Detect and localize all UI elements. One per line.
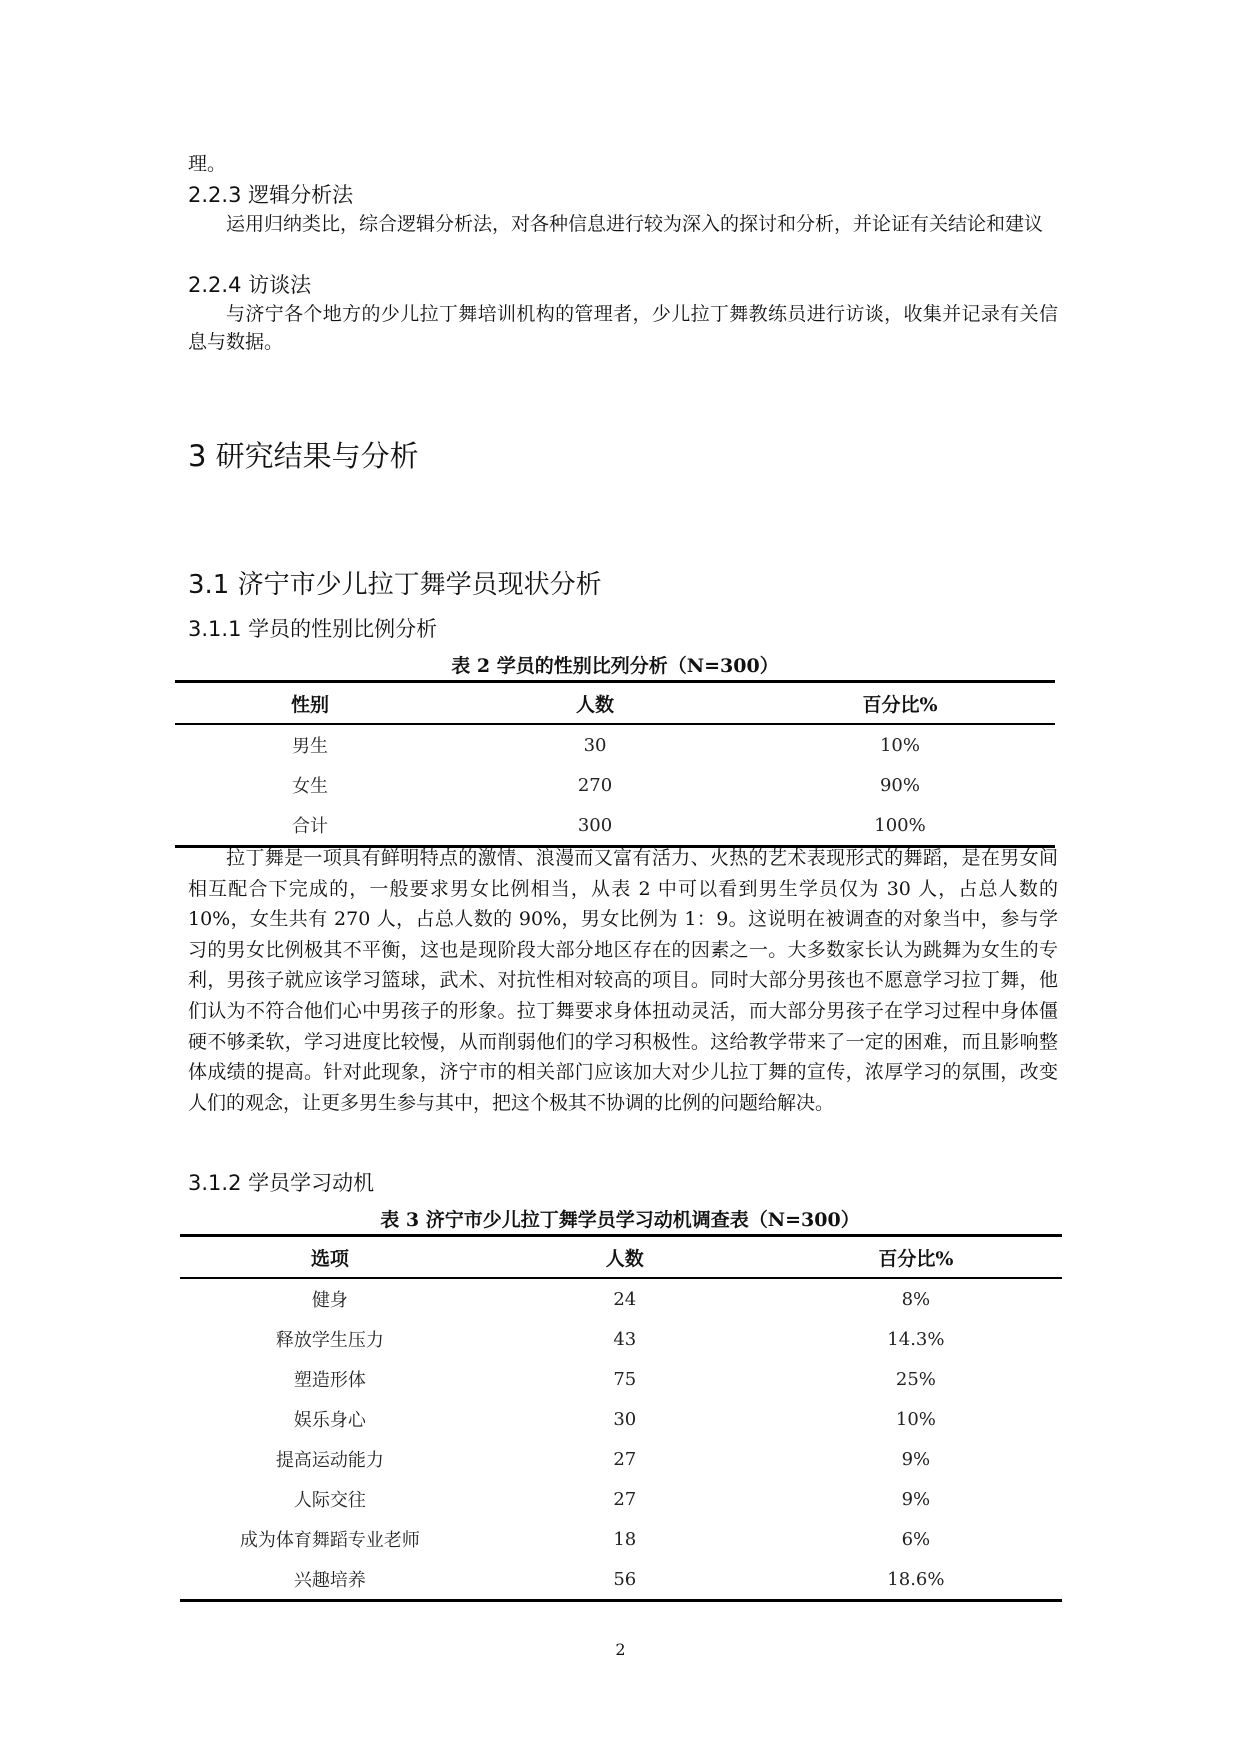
heading-3-1-1: 3.1.1 学员的性别比例分析 [188, 617, 438, 641]
table-cell: 43 [613, 1328, 637, 1350]
table-row [180, 1439, 1062, 1479]
table-cell: 75 [613, 1368, 637, 1390]
table-header-cell: 性别 [175, 682, 445, 725]
table-cell: 24 [613, 1288, 637, 1310]
table-cell: 56 [480, 1559, 770, 1601]
table-cell: 健身 [311, 1290, 348, 1311]
table-cell: 男生 [292, 736, 329, 757]
table-row [180, 1559, 1062, 1601]
paragraph-2-2-4: 与济宁各个地方的少儿拉丁舞培训机构的管理者，少儿拉丁舞教练员进行访谈，收集并记录有关信息与数据。 [188, 303, 1058, 353]
table-row [175, 765, 1055, 805]
table-cell: 9% [901, 1488, 931, 1510]
chapter-3-heading: 3 研究结果与分析 [188, 439, 419, 473]
table-cell: 14.3% [887, 1328, 945, 1350]
table-cell: 合计 [175, 805, 445, 847]
table-cell: 18 [613, 1528, 637, 1550]
table-3 [180, 1234, 1062, 1602]
top-fragment: 理。 [188, 153, 227, 175]
table-3-caption: 表 3 济宁市少儿拉丁舞学员学习动机调查表（N=300） [380, 1209, 860, 1231]
paragraph-3-1-1: 拉丁舞是一项具有鲜明特点的激情、浪漫而又富有活力、火热的艺术表现形式的舞蹈，是在男女间相互配合下完成的，一般要求男女比例相当，从表 2 中可以看到男生学员仅为 30 人，占总人数的 10%，女生共有 270 人，占总人数的 90%，男女比例为 1：9。这说明在被调查的对象当中，参与学习的男女比例极其不平衡，这也是现阶段大部分地区存在的因素之一。大多数家长认为跳舞为女生的专利，男孩子就应该学习篮球，武术、对抗性相对较高的项目。同时大部分男孩也不愿意学习拉丁舞，他们认为不符合他们心中男孩子的形象。拉丁舞要求身体扭动灵活，而大部分男孩子在学习过程中身体僵硬不够柔软，学习进度比较慢，从而削弱他们的学习积极性。这给教学带来了一定的困难，而且影响整体成绩的提高。针对此现象，济宁市的相关部门应该加大对少儿拉丁舞的宣传，浓厚学习的氛围，改变人们的观念，让更多男生参与其中，把这个极其不协调的比例的问题给解决。 [188, 847, 1058, 1114]
table-cell: 成为体育舞蹈专业老师 [239, 1530, 420, 1551]
heading-2-2-4: 2.2.4 访谈法 [188, 273, 312, 297]
table-header-row [175, 682, 1055, 725]
table-cell: 25% [895, 1368, 936, 1390]
table-header-cell: 人数 [445, 682, 745, 725]
table-header-cell: 人数 [480, 1236, 770, 1279]
table-cell: 30 [613, 1408, 637, 1430]
table-row [175, 805, 1055, 847]
table-cell: 提高运动能力 [275, 1450, 384, 1471]
heading-3-1: 3.1 济宁市少儿拉丁舞学员现状分析 [188, 570, 602, 600]
page-number: 2 [615, 1640, 626, 1659]
table-row [175, 724, 1055, 765]
table-header-cell: 百分比% [770, 1236, 1062, 1279]
table-cell: 人际交往 [293, 1490, 366, 1511]
paragraph-2-2-3: 运用归纳类比，综合逻辑分析法，对各种信息进行较为深入的探讨和分析，并论证有关结论和建议 [226, 213, 1044, 235]
table-row [180, 1359, 1062, 1399]
table-row [180, 1319, 1062, 1359]
table-cell: 30 [583, 734, 607, 756]
table-2-caption: 表 2 学员的性别比列分析（N=300） [451, 655, 779, 677]
table-cell: 27 [613, 1448, 637, 1470]
table-row [180, 1519, 1062, 1559]
table-cell: 兴趣培养 [180, 1559, 480, 1601]
table-cell: 9% [901, 1448, 931, 1470]
heading-2-2-3: 2.2.3 逻辑分析法 [188, 183, 354, 207]
table-cell: 塑造形体 [293, 1370, 366, 1391]
table-row [180, 1278, 1062, 1319]
table-cell: 娱乐身心 [293, 1410, 366, 1431]
table-header-cell: 选项 [180, 1236, 480, 1279]
table-cell: 6% [901, 1528, 931, 1550]
table-cell: 10% [879, 734, 920, 756]
table-cell: 300 [445, 805, 745, 847]
table-cell: 18.6% [770, 1559, 1062, 1601]
table-cell: 女生 [292, 776, 329, 797]
table-cell: 100% [745, 805, 1055, 847]
table-header-cell: 百分比% [745, 682, 1055, 725]
table-cell: 释放学生压力 [275, 1330, 384, 1351]
table-cell: 270 [577, 774, 613, 796]
table-row [180, 1479, 1062, 1519]
heading-3-1-2: 3.1.2 学员学习动机 [188, 1171, 375, 1195]
table-cell: 8% [901, 1288, 931, 1310]
table-header-row [180, 1236, 1062, 1279]
table-cell: 10% [895, 1408, 936, 1430]
table-2 [175, 680, 1055, 848]
table-row [180, 1399, 1062, 1439]
table-cell: 27 [613, 1488, 637, 1510]
table-cell: 90% [879, 774, 920, 796]
